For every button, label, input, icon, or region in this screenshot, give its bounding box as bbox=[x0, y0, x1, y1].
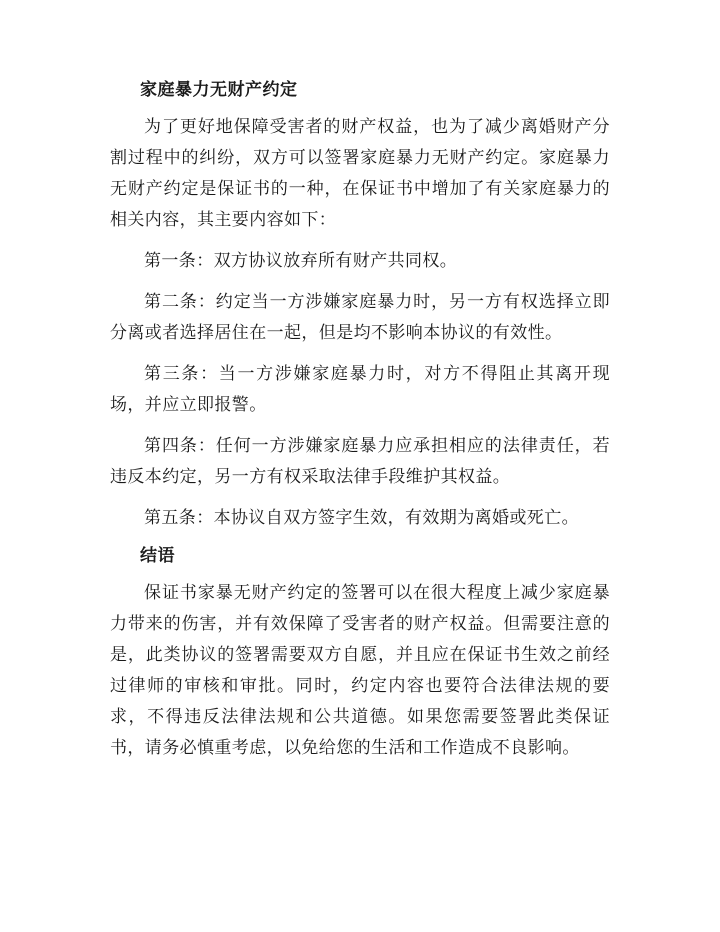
intro-paragraph: 为了更好地保障受害者的财产权益，也为了减少离婚财产分割过程中的纠纷，双方可以签署家庭暴力无财产约定。家庭暴力无财产约定是保证书的一种，在保证书中增加了有关家庭暴力的相关内容，其主要内容如下： bbox=[110, 117, 610, 230]
section-title: 家庭暴力无财产约定 bbox=[140, 80, 298, 100]
conclusion-title: 结语 bbox=[140, 546, 175, 566]
clause-5: 第五条：本协议自双方签字生效，有效期为离婚或死亡。 bbox=[144, 508, 579, 528]
conclusion-paragraph: 保证书家暴无财产约定的签署可以在很大程度上减少家庭暴力带来的伤害，并有效保障了受害者的财产权益。但需要注意的是，此类协议的签署需要双方自愿，并且应在保证书生效之前经过律师的审核和审批。同时，约定内容也要符合法律法规的要求，不得违反法律法规和公共道德。如果您需要签署此类保证书，请务必慎重考虑，以免给您的生活和工作造成不良影响。 bbox=[110, 583, 610, 758]
clause-3: 第三条：当一方涉嫌家庭暴力时，对方不得阻止其离开现场，并应立即报警。 bbox=[110, 364, 610, 415]
clause-4: 第四条：任何一方涉嫌家庭暴力应承担相应的法律责任，若违反本约定，另一方有权采取法律手段维护其权益。 bbox=[110, 436, 610, 487]
clause-2: 第二条：约定当一方涉嫌家庭暴力时，另一方有权选择立即分离或者选择居住在一起，但是均不影响本协议的有效性。 bbox=[110, 292, 610, 343]
clause-1: 第一条：双方协议放弃所有财产共同权。 bbox=[144, 251, 458, 271]
document-page bbox=[110, 78, 610, 774]
